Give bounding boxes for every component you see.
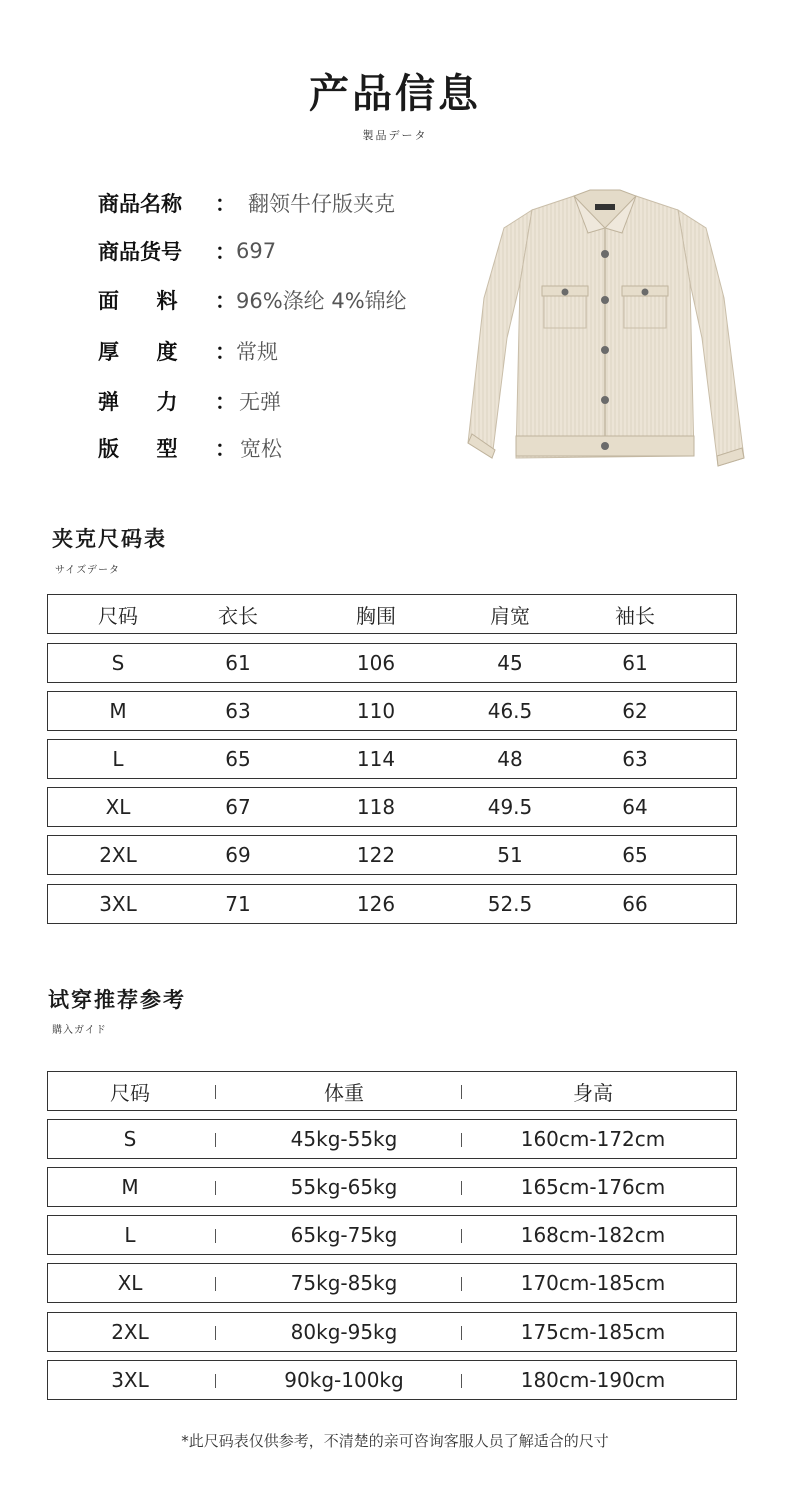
table-cell: 168cm-182cm [520, 1223, 666, 1247]
table-cell: 64 [622, 795, 648, 819]
info-value: 翻领牛仔版夹克 [248, 192, 395, 216]
table-cell: 65 [622, 843, 648, 867]
table-row [47, 739, 737, 779]
table-header-cell: 袖长 [615, 603, 655, 628]
column-divider [461, 1374, 462, 1388]
table-cell: 49.5 [487, 795, 533, 819]
table-row [47, 1360, 737, 1400]
fit-guide-header-row [47, 1071, 737, 1111]
table-cell: 71 [225, 892, 251, 916]
table-header-cell: 尺码 [98, 603, 138, 628]
info-label: 厚 度 ： [98, 340, 236, 364]
table-row [47, 787, 737, 827]
column-divider [461, 1181, 462, 1195]
table-cell: 170cm-185cm [520, 1271, 666, 1295]
column-divider [215, 1133, 216, 1147]
column-divider [461, 1277, 462, 1291]
column-divider [461, 1133, 462, 1147]
info-label: 商品货号 ： [98, 240, 236, 264]
size-chart-header-row [47, 594, 737, 634]
table-cell: 75kg-85kg [290, 1271, 398, 1295]
table-cell: 66 [622, 892, 648, 916]
table-cell: 106 [356, 651, 396, 675]
info-row-fit [98, 430, 282, 466]
table-cell: 61 [622, 651, 648, 675]
table-cell: 51 [497, 843, 523, 867]
info-label: 版 型 ： [98, 437, 236, 461]
table-cell: 160cm-172cm [520, 1127, 666, 1151]
table-cell: 65 [225, 747, 251, 771]
fit-guide-title: 试穿推荐参考 [48, 988, 186, 1012]
table-row [47, 835, 737, 875]
info-value: 常规 [236, 340, 278, 364]
table-header-cell: 胸围 [356, 603, 396, 628]
column-divider [215, 1277, 216, 1291]
table-cell: 62 [622, 699, 648, 723]
table-cell: 46.5 [487, 699, 533, 723]
table-header-cell: 体重 [324, 1080, 364, 1105]
table-cell: 2XL [99, 843, 137, 867]
table-cell: 3XL [99, 892, 137, 916]
info-row-name [98, 185, 395, 221]
table-cell: 80kg-95kg [290, 1320, 398, 1344]
table-cell: S [123, 1127, 137, 1151]
table-header-cell: 尺码 [110, 1080, 150, 1105]
column-divider [461, 1229, 462, 1243]
table-row [47, 1119, 737, 1159]
info-value: 96%涤纶 4%锦纶 [236, 289, 407, 313]
info-label: 商品名称 ： [98, 192, 236, 216]
fit-guide-subtitle: 購入ガイド [52, 1025, 107, 1036]
size-chart-subtitle: サイズデータ [55, 565, 120, 576]
column-divider [461, 1326, 462, 1340]
table-cell: 122 [356, 843, 396, 867]
info-row-elasticity [98, 383, 281, 419]
info-value: 697 [236, 239, 277, 263]
table-cell: 45kg-55kg [290, 1127, 398, 1151]
column-divider [461, 1085, 462, 1099]
table-cell: 52.5 [487, 892, 533, 916]
table-row [47, 1167, 737, 1207]
column-divider [215, 1374, 216, 1388]
table-cell: 3XL [111, 1368, 149, 1392]
table-header-cell: 肩宽 [490, 603, 530, 628]
table-cell: S [111, 651, 125, 675]
table-cell: 63 [622, 747, 648, 771]
table-row [47, 1263, 737, 1303]
table-cell: L [124, 1223, 136, 1247]
table-cell: XL [105, 795, 131, 819]
table-cell: 61 [225, 651, 251, 675]
table-row [47, 1312, 737, 1352]
table-cell: 45 [497, 651, 523, 675]
column-divider [215, 1181, 216, 1195]
column-divider [215, 1229, 216, 1243]
info-row-thickness [98, 333, 278, 369]
column-divider [215, 1326, 216, 1340]
table-cell: 90kg-100kg [284, 1368, 404, 1392]
table-cell: 67 [225, 795, 251, 819]
table-cell: 114 [356, 747, 396, 771]
table-cell: M [121, 1175, 139, 1199]
table-cell: 126 [356, 892, 396, 916]
footnote: *此尺码表仅供参考，不清楚的亲可咨询客服人员了解适合的尺寸 [181, 1432, 609, 1450]
table-cell: M [109, 699, 127, 723]
table-row [47, 1215, 737, 1255]
table-cell: L [112, 747, 124, 771]
table-cell: 175cm-185cm [520, 1320, 666, 1344]
table-row [47, 691, 737, 731]
table-cell: 48 [497, 747, 523, 771]
info-value: 无弹 [239, 390, 281, 414]
table-header-cell: 身高 [573, 1080, 613, 1105]
column-divider [215, 1085, 216, 1099]
info-row-fabric [98, 282, 407, 318]
table-cell: 69 [225, 843, 251, 867]
table-cell: 65kg-75kg [290, 1223, 398, 1247]
table-cell: 63 [225, 699, 251, 723]
page-title: 产品信息 [309, 71, 481, 117]
page-subtitle: 製品データ [362, 129, 428, 142]
table-cell: XL [117, 1271, 143, 1295]
table-cell: 180cm-190cm [520, 1368, 666, 1392]
table-header-cell: 衣长 [218, 603, 258, 628]
info-label: 弹 力 ： [98, 390, 236, 414]
info-label: 面 料 ： [98, 289, 236, 313]
jacket-image [462, 188, 748, 474]
info-row-sku [98, 233, 276, 269]
table-cell: 55kg-65kg [290, 1175, 398, 1199]
table-row [47, 884, 737, 924]
table-cell: 165cm-176cm [520, 1175, 666, 1199]
table-row [47, 643, 737, 683]
table-cell: 2XL [111, 1320, 149, 1344]
table-cell: 118 [356, 795, 396, 819]
info-value: 宽松 [240, 437, 282, 461]
size-chart-title: 夹克尺码表 [52, 527, 167, 551]
table-cell: 110 [356, 699, 396, 723]
